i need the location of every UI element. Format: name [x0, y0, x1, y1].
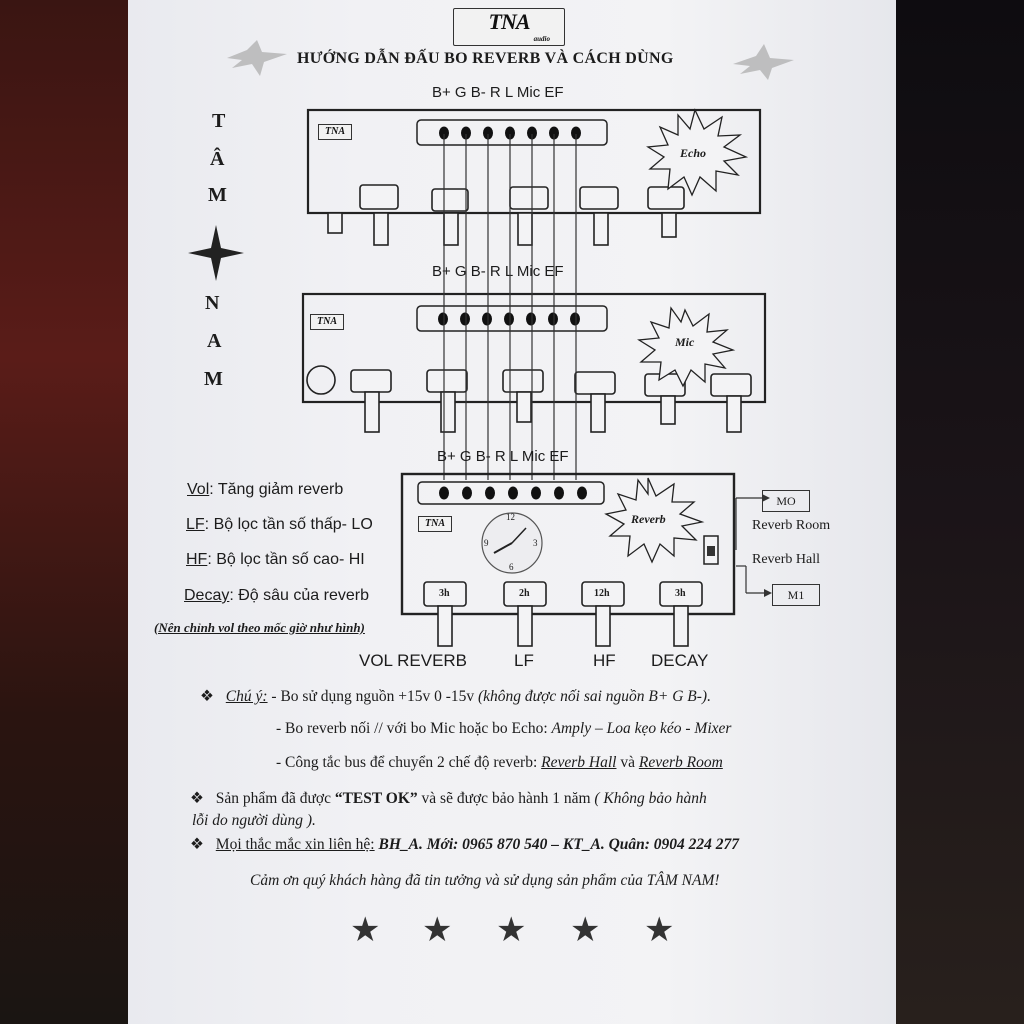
bullet-icon: ❖ — [200, 688, 214, 705]
mo-box: MO — [762, 490, 810, 512]
board3-pin-labels: B+ G B- R L Mic EF — [437, 448, 569, 465]
board2-pin-labels: B+ G B- R L Mic EF — [432, 263, 564, 280]
note-line-4b: lỗi do người dùng ). — [192, 812, 316, 829]
knob-setting-hf: 12h — [594, 588, 610, 599]
pin-connector-lines — [430, 130, 590, 490]
legend-text: : Bộ lọc tần số cao- HI — [207, 551, 365, 568]
legend-key: Vol — [187, 481, 210, 498]
note-text: và — [616, 754, 639, 771]
note-line-2 — [276, 720, 731, 738]
board1-pin-labels: B+ G B- R L Mic EF — [432, 84, 564, 101]
note-bold: “TEST OK” — [334, 790, 418, 807]
side-letter: M — [204, 368, 223, 390]
reverb-hall-label: Reverb Hall — [752, 552, 821, 567]
background-left — [0, 0, 140, 1024]
star-icon: ★ — [644, 912, 675, 949]
note-italic: ( Không bảo hành — [594, 790, 707, 807]
echo-badge: Echo — [680, 146, 707, 160]
clock-number: 6 — [509, 562, 514, 572]
label-lf: LF — [514, 651, 534, 670]
mic-badge: Mic — [675, 335, 695, 349]
star-icon: ★ — [496, 912, 527, 949]
note-line-5 — [190, 835, 739, 854]
ornament-left-icon — [222, 38, 292, 78]
star-icon: ★ — [350, 912, 381, 949]
note-text: Sản phẩm đã được — [215, 790, 335, 807]
ornament-right-icon — [728, 42, 798, 82]
note-line-4 — [190, 789, 707, 808]
note-text: và sẽ được bảo hành 1 năm — [417, 790, 595, 807]
thanks-line: Cảm ơn quý khách hàng đã tin tưởng và sử dụng sản phẩm của TÂM NAM! — [250, 872, 720, 889]
logo-subtext: audio — [533, 35, 550, 43]
logo-text: TNA — [488, 9, 530, 34]
note-line-1 — [200, 687, 711, 706]
note-text: - Công tắc bus để chuyển 2 chế độ reverb: — [276, 754, 542, 771]
label-decay: DECAY — [651, 651, 709, 670]
legend-text: : Tăng giảm reverb — [209, 481, 344, 498]
legend-key: Decay — [184, 587, 230, 604]
note-italic: Amply – Loa kẹo kéo - Mixer — [551, 720, 732, 737]
label-vol-reverb: VOL REVERB — [359, 651, 468, 670]
knob-setting-lf: 2h — [519, 588, 530, 599]
star-icon: ★ — [422, 912, 453, 949]
legend-text: : Độ sâu của reverb — [229, 587, 369, 604]
note-heading: Mọi thắc mắc xin liên hệ: — [215, 836, 375, 853]
header-logo — [453, 8, 565, 46]
legend-text: : Bộ lọc tần số thấp- LO — [204, 516, 373, 533]
note-italic: (không được nối sai nguồn B+ G B-). — [478, 688, 711, 705]
note-text: - Bo sử dụng nguồn +15v 0 -15v — [267, 688, 479, 705]
legend-vol — [187, 481, 343, 499]
legend-decay — [184, 587, 369, 605]
side-letter: T — [212, 110, 226, 132]
note-text: - Bo reverb nối // với bo Mic hoặc bo Echo: — [276, 720, 552, 737]
note-italic: Reverb Room — [638, 754, 723, 771]
legend-note: (Nên chỉnh vol theo mốc giờ như hình) — [154, 620, 365, 635]
legend-hf — [186, 551, 365, 569]
knob-setting-decay: 3h — [675, 588, 686, 599]
bullet-icon: ❖ — [190, 790, 204, 807]
star-icon: ★ — [570, 912, 601, 949]
board2-logo: TNA — [310, 314, 344, 330]
legend-key: LF — [186, 516, 205, 533]
board3-logo: TNA — [418, 516, 452, 532]
legend-lf — [186, 516, 373, 534]
compass-star-icon — [188, 225, 244, 281]
side-letter: M — [208, 184, 227, 206]
note-heading: Chú ý: — [225, 688, 268, 705]
page-title: HƯỚNG DẪN ĐẤU BO REVERB VÀ CÁCH DÙNG — [297, 50, 674, 67]
side-letter: Â — [210, 148, 225, 170]
side-letter: A — [207, 330, 222, 352]
m1-box: M1 — [772, 584, 820, 606]
reverb-board — [398, 470, 743, 650]
note-italic: Reverb Hall — [541, 754, 617, 771]
label-hf: HF — [593, 651, 616, 670]
side-letter: N — [205, 292, 220, 314]
background-right — [884, 0, 1024, 1024]
contact-info: BH_A. Mới: 0965 870 540 – KT_A. Quân: 0904 224 277 — [374, 836, 740, 853]
clock-number: 3 — [533, 538, 538, 548]
knob-setting-vol: 3h — [439, 588, 450, 599]
note-line-3 — [276, 754, 723, 772]
board1-logo: TNA — [318, 124, 352, 140]
bullet-icon: ❖ — [190, 836, 204, 853]
clock-number: 12 — [506, 512, 515, 522]
clock-number: 9 — [484, 538, 489, 548]
reverb-badge: Reverb — [631, 512, 666, 526]
legend-key: HF — [186, 551, 208, 568]
reverb-room-label: Reverb Room — [752, 518, 831, 533]
